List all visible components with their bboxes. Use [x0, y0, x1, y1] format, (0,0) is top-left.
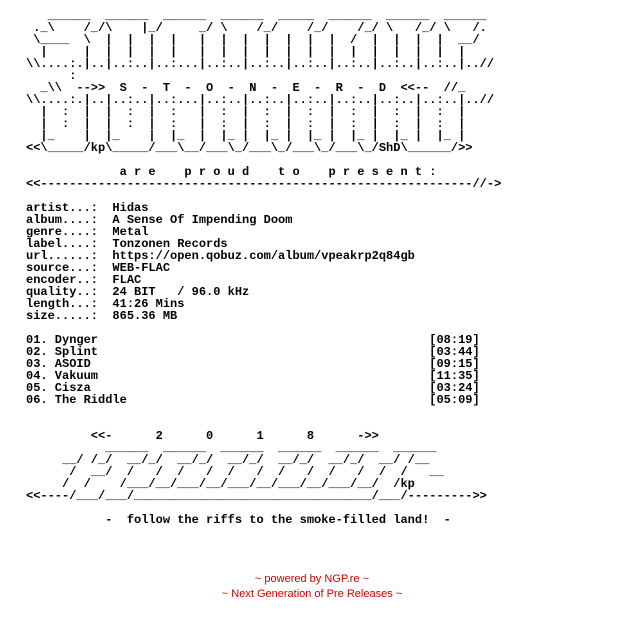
- field-label: label....: Tonzonen Records: [26, 237, 228, 251]
- header-art-line: \\....:.|..|..:..|..:...|..:..|..:..|..:..|..:..|..:..|..:..|..//: [26, 57, 495, 71]
- field-quality: quality..: 24 BIT / 96.0 kHz: [26, 285, 250, 299]
- field-genre: genre....: Metal: [26, 225, 149, 239]
- header-art-line: <<\_____/kp\_____/___\__/___\_/___\_/___\_/___\_/ShD\______/>>: [26, 141, 473, 155]
- footer-art-line: / __/ / / / / / / / / / / / / __: [26, 465, 444, 479]
- nfo-text: [26, 10, 616, 526]
- header-art-line: :: [26, 69, 77, 83]
- footer-art-line: ______ ______ ______ ______ ______ ______: [26, 441, 437, 455]
- header-art-line: ______ ______ ______ ______ _____ ______ ______ ______: [26, 9, 487, 23]
- header-art-line: | | | | | | | | | | | | | | | | | | |: [26, 45, 466, 59]
- footer-art-line: <<----/___/___/_________________________________/___/--------->>: [26, 489, 487, 503]
- header-art-line: | : | | : | : | : | : | : | : | : | : |: [26, 117, 466, 131]
- field-length: length...: 41:26 Mins: [26, 297, 185, 311]
- header-art-line: \\....:.|..|..:..|..:...|..:..|..:..|..:..|..:..|..:..|..:..|..//: [26, 93, 495, 107]
- track-row: 04. Vakuum [11:35]: [26, 369, 480, 383]
- track-row: 05. Cisza [03:24]: [26, 381, 480, 395]
- footer-art-line: / / /___/__/___/__/___/__/___/__/___/__/ /kp: [26, 477, 415, 491]
- field-url: url......: https://open.qobuz.com/album/vpeakrp2q84gb: [26, 249, 415, 263]
- powered-by-link[interactable]: ~ powered by NGP.re ~: [254, 573, 370, 585]
- header-art-line: \____ \ | | | | | | | | | | | / | | | | __/: [26, 33, 480, 47]
- header-art-line: | : | | : | : | : | : | : | : | : | : |: [26, 105, 466, 119]
- track-row: 03. ASOID [09:15]: [26, 357, 480, 371]
- field-album: album....: A Sense Of Impending Doom: [26, 213, 293, 227]
- track-row: 02. Splint [03:44]: [26, 345, 480, 359]
- track-row: 06. The Riddle [05:09]: [26, 393, 480, 407]
- group-name-line: _\\ -->> S - T - O - N - E - R - D <<-- //_: [26, 81, 466, 95]
- field-encoder: encoder..: FLAC: [26, 273, 142, 287]
- divider-rule: <<------------------------------------------------------------//->: [26, 177, 502, 191]
- field-source: source...: WEB-FLAC: [26, 261, 171, 275]
- track-row: 01. Dynger [08:19]: [26, 333, 480, 347]
- page-footer: [0, 572, 624, 602]
- header-art-line: ._\ /_/\ |_/ _/ \ /_/ /_/ /_/ \ /_/ \ /.: [26, 21, 487, 35]
- footer-art-line: <<- 2 0 1 8 ->>: [26, 429, 379, 443]
- footer-art-line: __/ /_/ __/_/ __/_/ __/_/ __/_/ __/_/ __/ /__: [26, 453, 430, 467]
- present-line: a r e p r o u d t o p r e s e n t :: [26, 165, 437, 179]
- field-size: size.....: 865.36 MB: [26, 309, 178, 323]
- tagline: - follow the riffs to the smoke-filled land! -: [26, 513, 451, 527]
- header-art-line: |_ | |_ | |_ | |_ | |_ | |_ | |_ | |_ | |_ |: [26, 129, 466, 143]
- footer-tagline: ~ Next Generation of Pre Releases ~: [221, 588, 403, 600]
- field-artist: artist...: Hidas: [26, 201, 149, 215]
